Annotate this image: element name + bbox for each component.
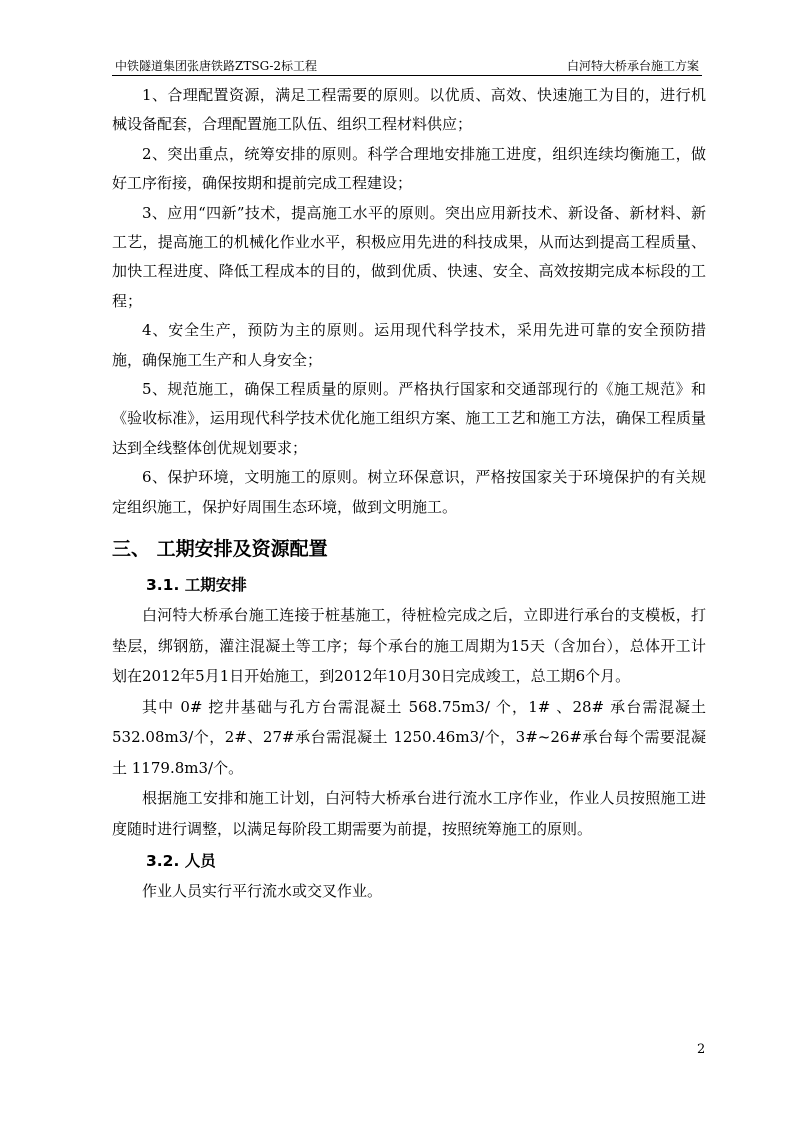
principle-1: 1、合理配置资源，满足工程需要的原则。以优质、高效、快速施工为目的，进行机械设备配套，合理配置施工队伍、组织工程材料供应； bbox=[112, 86, 706, 134]
subsection-3-2-heading: 3.2. 人员 bbox=[146, 852, 216, 871]
flow-work-paragraph: 根据施工安排和施工计划，白河特大桥承台进行流水工序作业，作业人员按照施工进度随时进行调整，以满足每阶段工期需要为前提，按照统筹施工的原则。 bbox=[112, 789, 706, 838]
schedule-paragraph: 白河特大桥承台施工连接于桩基施工，待桩检完成之后，立即进行承台的支模板，打垫层，绑钢筋，灌注混凝土等工序；每个承台的施工周期为15天（含加台），总体开工计划在2012年5月1日开始施工，到2012年10月30日完成竣工，总工期6个月。 bbox=[112, 606, 706, 686]
concrete-quantity-paragraph: 其中 0# 挖井基础与孔方台需混凝土 568.75m3/ 个，1# 、28# 承台需混凝土 532.08m3/个，2#、27#承台需混凝土 1250.46m3/个，3#~26#承台每个需要混凝土 1179.8m3/个。 bbox=[112, 697, 706, 777]
header-document-title: 白河特大桥承台施工方案 bbox=[566, 59, 699, 73]
principle-2: 2、突出重点，统筹安排的原则。科学合理地安排施工进度，组织连续均衡施工，做好工序衔接，确保按期和提前完成工程建设； bbox=[112, 144, 706, 193]
page-number: 2 bbox=[697, 1042, 706, 1057]
principle-6: 6、保护环境，文明施工的原则。树立环保意识，严格按国家关于环境保护的有关规定组织施工，保护好周围生态环境，做到文明施工。 bbox=[112, 468, 706, 516]
subsection-3-1-heading: 3.1. 工期安排 bbox=[146, 576, 247, 595]
principle-4: 4、安全生产，预防为主的原则。运用现代科学技术，采用先进可靠的安全预防措施，确保施工生产和人身安全； bbox=[112, 321, 706, 369]
principle-5: 5、规范施工，确保工程质量的原则。严格执行国家和交通部现行的《施工规范》和《验收标准》，运用现代科学技术优化施工组织方案、施工工艺和施工方法，确保工程质量达到全线整体创优规划要求； bbox=[112, 380, 706, 457]
principle-3: 3、应用“四新”技术，提高施工水平的原则。突出应用新技术、新设备、新材料、新工艺，提高施工的机械化作业水平，积极应用先进的科技成果，从而达到提高工程质量、加快工程进度、降低工程成本的目的，做到优质、快速、安全、高效按期完成本标段的工程； bbox=[112, 203, 706, 310]
document-body bbox=[112, 81, 706, 907]
header-project-name: 中铁隧道集团张唐铁路ZTSG-2标工程 bbox=[115, 59, 318, 73]
page-header bbox=[112, 55, 702, 76]
section-3-heading: 三、 工期安排及资源配置 bbox=[112, 538, 328, 561]
personnel-paragraph: 作业人员实行平行流水或交叉作业。 bbox=[142, 882, 383, 901]
